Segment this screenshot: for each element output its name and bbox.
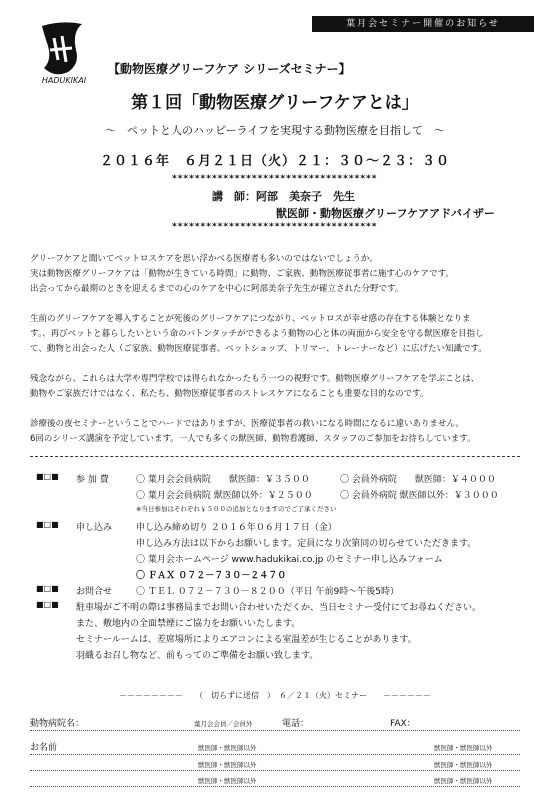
name-option-2a[interactable]: 獣医師・獣医師以外 <box>198 761 257 769</box>
svg-text:HADUKIKAI: HADUKIKAI <box>41 76 87 85</box>
star-divider-bottom: ************************************ <box>172 222 378 232</box>
seminar-title: 第１回「動物医療グリーフケアとは」 <box>131 93 419 113</box>
name-option-3b[interactable]: 獣医師・獣医師以外 <box>434 777 493 785</box>
name-option-1b[interactable]: 獣医師・獣医師以外 <box>434 744 493 752</box>
intro-paragraph: グリーフケアと聞いてペットロスケアを思い浮かべる医療者も多いのではないでしょうか。 実は動物医療グリーフケアは「動物が生きている時間」に動物、ご家族、動物医療従事者に施す心のケアです。 出会ってから最期のときを迎えるまでの心のケアを中心に阿部美奈子先生が確立された分野です。 <box>30 254 454 294</box>
hospital-name-label: 動物病院名： <box>30 719 85 729</box>
apply-deadline: 申し込み締め切り ２０１６年０６月１７日（金） <box>136 523 337 533</box>
apply-fax: 〇 ＦＡＸ ０７２－７３０－２４７０ <box>136 571 287 581</box>
apply-web-link[interactable]: 〇 葉月会ホームページ www.hadukikai.co.jp のセミナー申し込みフォーム <box>136 555 443 565</box>
fee-member-vet: 〇 葉月会会員病院 獣医師：￥３５００ <box>136 475 310 485</box>
name-label: お名前 <box>30 743 58 753</box>
name-option-2b[interactable]: 獣医師・獣医師以外 <box>434 761 493 769</box>
fee-note: ※当日参加はそれぞれ￥５００の追加となりますのでご了承ください <box>136 505 337 513</box>
hadukikai-logo <box>32 20 96 86</box>
note-aircon: セミナールームは、差席場所によりエアコンによる室温差が生じることがあります。 <box>76 635 417 645</box>
note-smoking: また、敷地内の全面禁煙にご協力をお願いいたします。 <box>76 619 301 629</box>
membership-option: 葉月会会員／会員外 <box>194 720 253 728</box>
cut-line-instruction: －－－－－－－－ （ 切らずに送信 ） ６／２１（火）セミナー －－－－－－ <box>119 691 431 700</box>
vision-paragraph: 残念ながら、これらは大学や専門学校では得られなかったもう一つの視野です。動物医療グリーフケアを学ぶことは、 動物やご家族だけではなく、私たち、動物医療従事者のストレスケアになることも重要な目的なのです。 <box>30 374 480 399</box>
contact-label: お問合せ <box>76 587 113 597</box>
apply-label: 申し込み <box>76 523 113 533</box>
fee-nonmember-vet: 〇 会員外病院 獣医師：￥４０００ <box>340 475 496 485</box>
seminar-datetime: ２０１６年 ６月２１日（火）２１：３０～２３：３０ <box>99 154 450 169</box>
invitation-paragraph: 診療後の夜セミナーということでハードではありますが、医療従事者の救いになる時間になるに違いありません。 6回のシリーズ講演を予定しています。一人でも多くの獣医師、動物看護師、スタッフのご参加をお待ちしています。 <box>30 419 476 444</box>
note-clothing: 羽織るお召し物など、前もってのご準備をお願い致します。 <box>76 651 319 661</box>
series-title: 【動物医療グリーフケア シリーズセミナー】 <box>108 62 351 76</box>
note-parking: 駐車場がご不明の際は事務局までお問い合わせいただくか、当日セミナー受付にてお尋ねください。 <box>76 603 482 613</box>
name-line-1 <box>30 754 520 755</box>
fee-nonmember-staff: 〇 会員外病院 獣医師以外：￥３０００ <box>340 491 499 501</box>
fee-label: 参 加 費 <box>76 475 109 485</box>
name-line-2 <box>30 770 520 771</box>
grief-care-paragraph: 生前のグリーフケアを導入することが死後のグリーフケアにつながり、ペットロスが幸せ感の存在する体験となりま す。、再びペットと暮らしたいという命のバトンタッチができるよう動物の心と体の両面から安全を守る獣医療を目指し て、動物と出会った人（ご家族、動物医療従事者、ペットショップ、トリマー、トレーナーなど）に広げたい知識です。 <box>30 314 487 354</box>
seminar-notice-banner: 葉月会セミナー開催のお知らせ <box>312 16 534 32</box>
seminar-subtitle: ～ ペットと人のハッピーライフを実現する動物医療を目指して ～ <box>105 124 445 137</box>
phone-label: 電話： <box>282 719 310 729</box>
name-option-3a[interactable]: 獣医師・獣医師以外 <box>198 777 257 785</box>
section-divider <box>30 456 520 457</box>
hospital-line <box>30 730 520 731</box>
fee-member-staff: 〇 葉月会会員病院 獣医師以外：￥２５００ <box>136 491 313 501</box>
contact-tel: 〇 ＴＥＬ ０７２－７３０－８２００（平日 午前9時～午後5時） <box>136 587 400 597</box>
lecturer-name: 講 師：阿部 美奈子 先生 <box>212 190 355 203</box>
apply-method: 申し込み方法は以下からお願いします。定員になり次第同の切らせていただきます。 <box>136 539 477 549</box>
star-divider-top: ************************************ <box>172 174 378 184</box>
lecturer-title: 獣医師・動物医療グリーフケアアドバイザー <box>276 207 495 220</box>
fax-label: FAX： <box>390 719 416 729</box>
name-option-1a[interactable]: 獣医師・獣医師以外 <box>198 744 257 752</box>
name-line-3 <box>30 786 520 787</box>
